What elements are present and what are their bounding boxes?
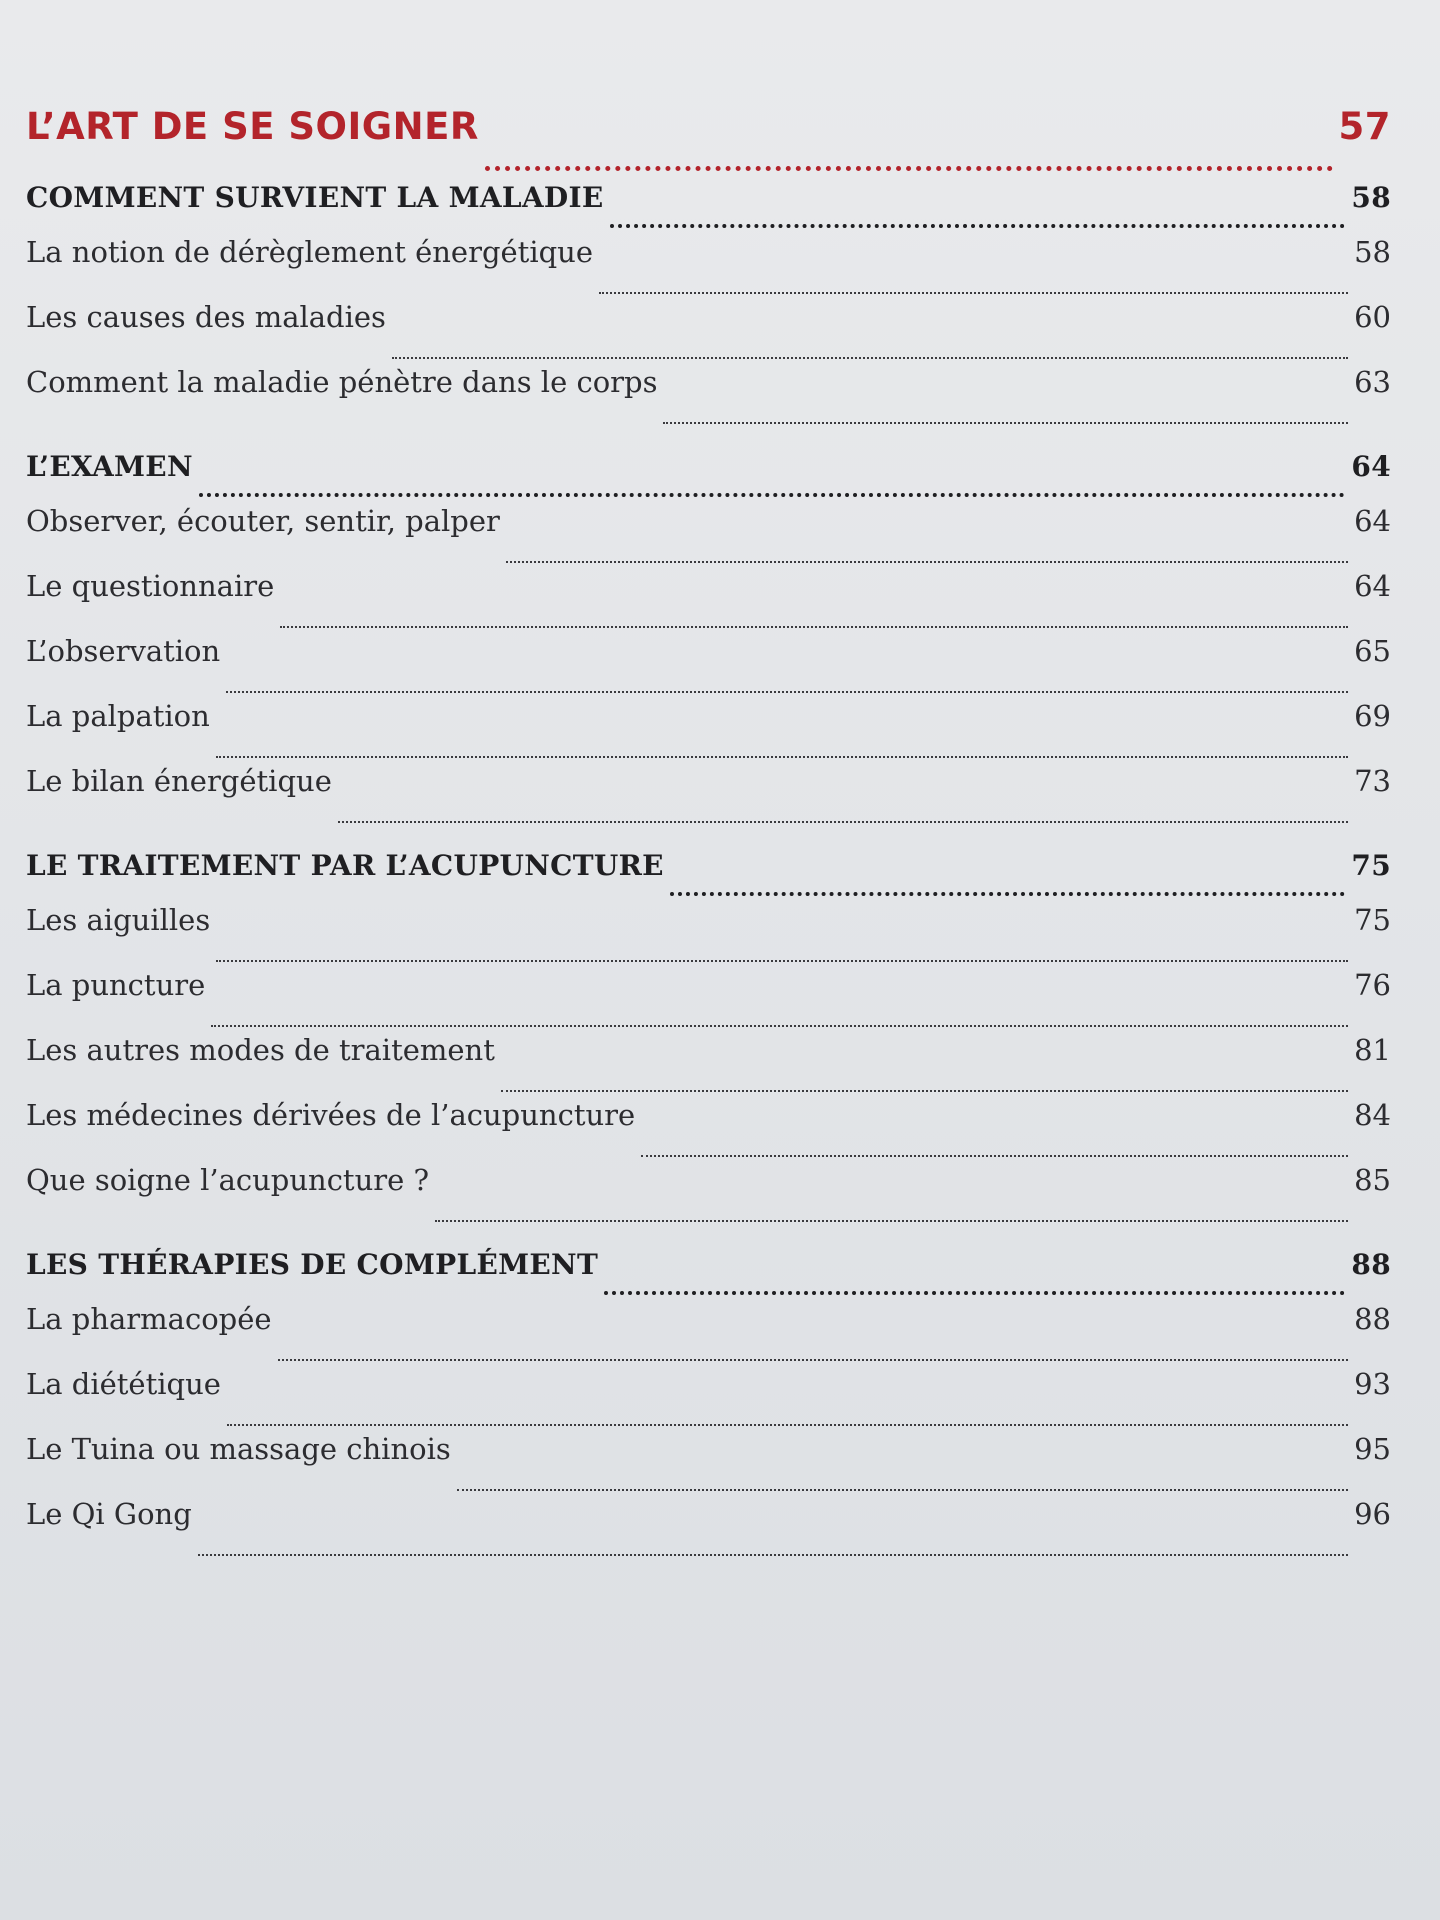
chapter-title: LES THÉRAPIES DE COMPLÉMENT xyxy=(26,1248,599,1281)
part-page-number: 57 xyxy=(1338,105,1391,148)
entry-label: La diététique xyxy=(26,1367,221,1401)
dot-leader xyxy=(457,1489,1348,1491)
chapter-page-number: 75 xyxy=(1351,849,1391,882)
entry-label: Observer, écouter, sentir, palper xyxy=(26,504,500,538)
entry-label: Comment la maladie pénètre dans le corps xyxy=(26,365,658,399)
entry-page-number: 60 xyxy=(1354,300,1391,334)
toc-entry xyxy=(26,1098,1391,1163)
entry-label: L’observation xyxy=(26,634,221,668)
entry-page-number: 84 xyxy=(1354,1098,1391,1132)
dot-leader xyxy=(604,1291,1345,1295)
entry-label: La palpation xyxy=(26,699,210,733)
entry-label: Les causes des maladies xyxy=(26,300,386,334)
part-title: L’ART DE SE SOIGNER xyxy=(26,105,479,148)
dot-leader xyxy=(226,691,1348,693)
entry-page-number: 95 xyxy=(1354,1432,1391,1466)
entry-label: Le bilan énergétique xyxy=(26,764,332,798)
chapter-title: COMMENT SURVIENT LA MALADIE xyxy=(26,181,604,214)
toc-entry xyxy=(26,903,1391,968)
entry-label: Que soigne l’acupuncture ? xyxy=(26,1163,430,1197)
chapter-page-number: 64 xyxy=(1351,450,1391,483)
dot-leader xyxy=(338,821,1348,823)
dot-leader xyxy=(199,493,1346,497)
entry-page-number: 81 xyxy=(1354,1033,1391,1067)
chapter-title: L’EXAMEN xyxy=(26,450,193,483)
dot-leader xyxy=(280,626,1348,628)
entry-page-number: 65 xyxy=(1354,634,1391,668)
entry-page-number: 75 xyxy=(1354,903,1391,937)
dot-leader xyxy=(610,224,1346,228)
toc-entry xyxy=(26,504,1391,569)
chapter-heading xyxy=(26,1248,1391,1300)
entry-label: Le Qi Gong xyxy=(26,1497,192,1531)
toc-entry xyxy=(26,764,1391,829)
chapter-heading xyxy=(26,181,1391,233)
dot-leader xyxy=(670,892,1346,896)
toc-entry xyxy=(26,699,1391,764)
table-of-contents xyxy=(26,105,1391,1582)
toc-entry xyxy=(26,1163,1391,1228)
toc-entry xyxy=(26,235,1391,300)
entry-label: La notion de dérèglement énergétique xyxy=(26,235,594,269)
dot-leader xyxy=(216,960,1348,962)
chapter-title: LE TRAITEMENT PAR L’ACUPUNCTURE xyxy=(26,849,664,882)
toc-entry xyxy=(26,1033,1391,1098)
chapter-page-number: 58 xyxy=(1351,181,1391,214)
toc-entry xyxy=(26,300,1391,365)
entry-page-number: 96 xyxy=(1354,1497,1391,1531)
dot-leader xyxy=(506,561,1348,563)
toc-entry xyxy=(26,365,1391,430)
dot-leader xyxy=(216,756,1348,758)
entry-page-number: 69 xyxy=(1354,699,1391,733)
chapter-block xyxy=(26,1248,1391,1562)
dot-leader xyxy=(278,1359,1349,1361)
chapter-block xyxy=(26,849,1391,1228)
dot-leader xyxy=(211,1025,1348,1027)
dot-leader xyxy=(641,1155,1348,1157)
part-heading xyxy=(26,105,1391,177)
entry-page-number: 63 xyxy=(1354,365,1391,399)
toc-entry xyxy=(26,968,1391,1033)
entry-label: Les médecines dérivées de l’acupuncture xyxy=(26,1098,636,1132)
dot-leader xyxy=(599,292,1348,294)
entry-label: Les aiguilles xyxy=(26,903,211,937)
toc-entry xyxy=(26,1367,1391,1432)
entry-page-number: 85 xyxy=(1354,1163,1391,1197)
toc-entry xyxy=(26,634,1391,699)
toc-entry xyxy=(26,1497,1391,1562)
dot-leader xyxy=(435,1220,1348,1222)
entry-page-number: 64 xyxy=(1354,504,1391,538)
chapter-heading xyxy=(26,450,1391,502)
dot-leader xyxy=(392,357,1348,359)
dot-leader xyxy=(227,1424,1348,1426)
entry-label: Le questionnaire xyxy=(26,569,275,603)
chapter-page-number: 88 xyxy=(1351,1248,1391,1281)
entry-page-number: 58 xyxy=(1354,235,1391,269)
entry-page-number: 64 xyxy=(1354,569,1391,603)
chapter-block xyxy=(26,181,1391,430)
entry-page-number: 88 xyxy=(1354,1302,1391,1336)
toc-entry xyxy=(26,1302,1391,1367)
entry-page-number: 76 xyxy=(1354,968,1391,1002)
toc-entry xyxy=(26,569,1391,634)
dot-leader xyxy=(501,1090,1348,1092)
chapter-heading xyxy=(26,849,1391,901)
entry-label: Le Tuina ou massage chinois xyxy=(26,1432,451,1466)
entry-label: La puncture xyxy=(26,968,206,1002)
entry-label: La pharmacopée xyxy=(26,1302,272,1336)
entry-label: Les autres modes de traitement xyxy=(26,1033,495,1067)
dot-leader xyxy=(485,166,1333,171)
dot-leader xyxy=(663,422,1348,424)
chapter-block xyxy=(26,450,1391,829)
dot-leader xyxy=(198,1554,1348,1556)
entry-page-number: 93 xyxy=(1354,1367,1391,1401)
entry-page-number: 73 xyxy=(1354,764,1391,798)
toc-entry xyxy=(26,1432,1391,1497)
